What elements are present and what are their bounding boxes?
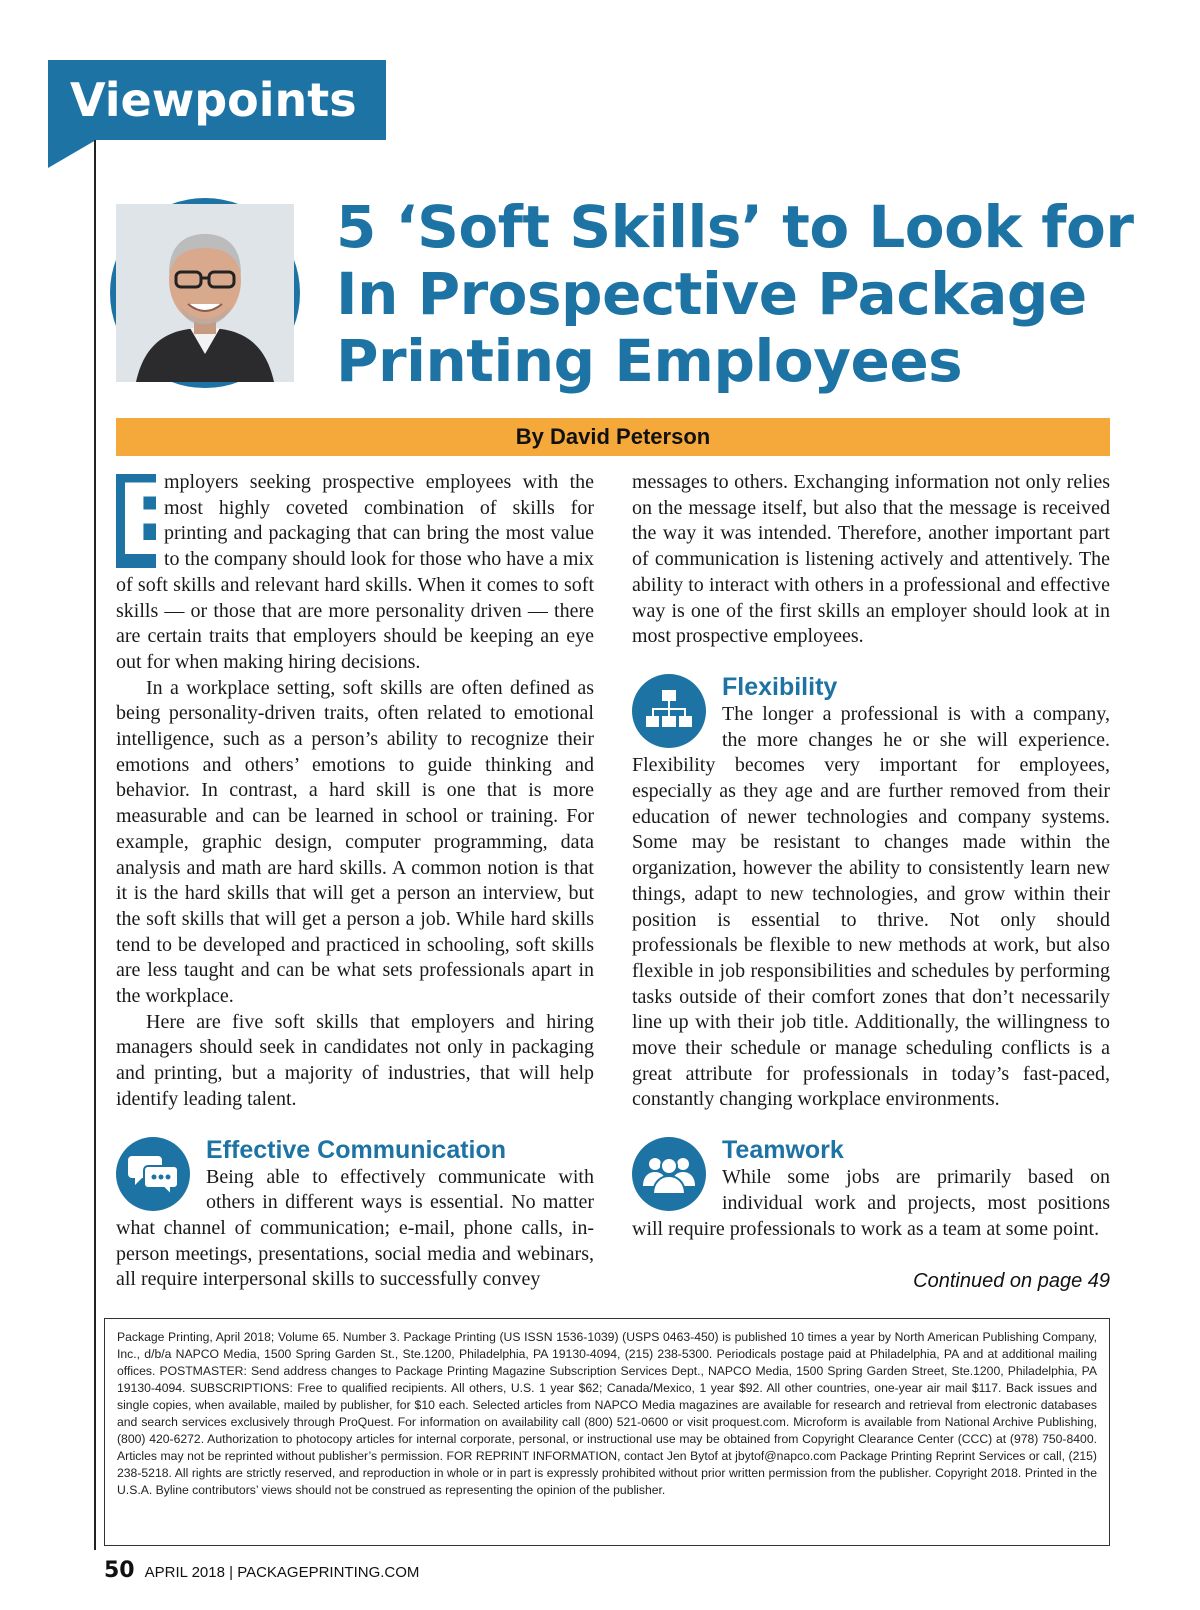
section-teamwork — [632, 1135, 1110, 1242]
author-photo — [110, 198, 300, 388]
intro-text: mployers seeking prospective employees with the most highly coveted combination of skills for printing and packaging that can bring the most value to the company should look for those who have a mix of soft skills and relevant hard skills. When it comes to soft skills — or those that are more personality driven — there are certain traits that employers should be keeping an eye out for when making hiring decisions. — [116, 471, 594, 673]
flexibility-text: The longer a professional is with a company, the more changes he or she will experience. Flexibility becomes very important for employees, especially as they age and are further removed from their education of newer technologies and company systems. Some may be resistant to changes made within the organization, however the ability to consistently learn new things, adapt to new technologies, and grow within their position is essential to thrive. Not only should professionals be flexible to new methods at work, but also flexible in job responsibilities and schedules by performing tasks outside of their comfort zones that don’t necessarily line up with their job title. Additionally, the willingness to move their schedule or manage scheduling conflicts is a great attribute for professionals in today’s fast-paced, constantly changing workplace environments. — [632, 702, 1110, 1111]
continued-note: Continued on page 49 — [913, 1270, 1110, 1292]
section-heading-flexibility: Flexibility — [722, 672, 838, 701]
body-paragraph-3: Here are five soft skills that employers and hiring managers should seek in candidates not only in packaging and printing, but a majority of industries, that will help identify leading talent. — [116, 1010, 594, 1110]
publication-fineprint: Package Printing, April 2018; Volume 65. Number 3. Package Printing (US ISSN 1536-1039) (USPS 0463-450) is published 10 times a year by North American Publishing Company, Inc., d/b/a NAPCO Media, 1500 Spring Garden St., Ste.1200, Philadelphia, PA 19130-4094, (215) 238-5300. Periodicals postage paid at Philadelphia, PA and at additional mailing offices. POSTMASTER: Send address changes to Package Printing Magazine Subscription Services Dept., NAPCO Media, 1500 Spring Garden Street, Ste.1200, Philadelphia, PA 19130-4094. SUBSCRIPTIONS: Free to qualified recipients. All others, U.S. 1 year $62; Canada/Mexico, 1 year $92. All other countries, one-year air mail $117. Back issues and single copies, when available, mailed by publisher, for $10 each. Selected articles from NAPCO Media magazines are available for research and retrieval from electronic databases and search services exclusively through ProQuest. For information on availability call (800) 521-0600 or visit proquest.com. Microform is available from National Archive Publishing, (800) 420-6272. Authorization to photocopy articles for internal corporate, personal, or instructional use may be obtained from Copyright Clearance Center (CCC) at (978) 750-8400. Articles may not be reprinted without publisher’s permission. FOR REPRINT INFORMATION, contact Jen Bytof at jbytof@napco.com Package Printing Reprint Services or call, (215) 238-5218. All rights are strictly reserved, and reproduction in whole or in part is expressly prohibited without prior written permission from the publisher. Copyright 2018. Printed in the U.S.A. Byline contributors’ views should not be construed as representing the opinion of the publisher. — [104, 1318, 1110, 1546]
section-heading-teamwork: Teamwork — [722, 1136, 844, 1165]
page-footer — [104, 1558, 419, 1588]
column-left — [116, 464, 594, 1293]
org-chart-icon — [632, 674, 706, 748]
column-right — [632, 470, 1110, 1242]
group-people-icon — [632, 1137, 706, 1211]
body-paragraph-2: In a workplace setting, soft skills are often defined as being personality-driven traits, often related to emotional intelligence, such as a person’s ability to recognize their emotions and others’ emotions to guide thinking and behavior. In contrast, a hard skill is one that is more measurable and can be learned in school or training. For example, graphic design, computer programming, data analysis and math are hard skills. A common notion is that it is the hard skills that will get a person an interview, but the soft skills that will get a person a job. While hard skills tend to be developed and practiced in schooling, soft skills are less taught and can be what sets professionals apart in the workplace. — [116, 676, 594, 1008]
footer-issue: APRIL 2018 | PACKAGEPRINTING.COM — [144, 1564, 420, 1581]
drop-cap: E — [116, 464, 183, 578]
byline: By David Peterson — [116, 418, 1110, 456]
chat-bubbles-icon — [116, 1137, 190, 1211]
section-heading-communication: Effective Communication — [206, 1135, 507, 1164]
communication-continued: messages to others. Exchanging information not only relies on the message itself, but also that the message is received the way it was intended. Therefore, another important part of communication is listening actively and attentively. The ability to interact with others in a professional and effective way is one of the first skills an employer should look at in most prospective employees. — [632, 471, 1110, 648]
section-communication — [116, 1135, 594, 1294]
intro-paragraph — [116, 464, 594, 676]
page-rule — [94, 140, 96, 1550]
page-number: 50 — [104, 1558, 135, 1583]
communication-text: Being able to effectively communicate with others in different ways is essential. No matter what channel of communication; e-mail, phone calls, in-person meetings, presentations, social media and webinars, all require interpersonal skills to successfully convey — [116, 1165, 594, 1291]
article-headline: 5 ‘Soft Skills’ to Look for In Prospective Package Printing Employees — [336, 193, 1134, 395]
section-label: Viewpoints — [48, 60, 386, 140]
teamwork-text: While some jobs are primarily based on individual work and projects, most positions will require professionals to work as a team at some point. — [632, 1166, 1110, 1240]
section-tab-fold — [48, 140, 96, 168]
author-portrait-icon — [116, 204, 294, 382]
section-flexibility — [632, 672, 1110, 1113]
